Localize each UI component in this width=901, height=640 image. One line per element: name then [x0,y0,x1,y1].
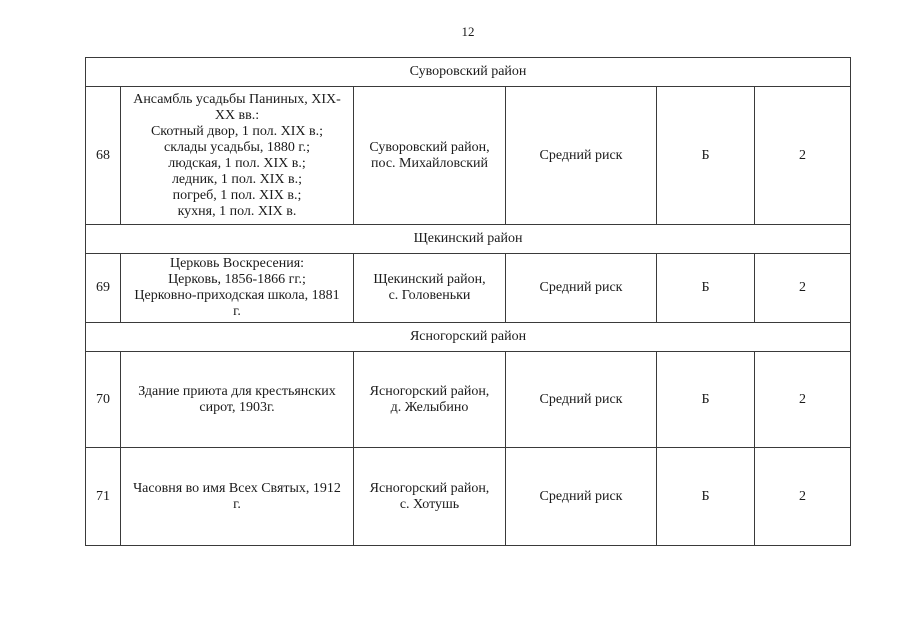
risk-category: Б [657,448,755,546]
row-number: 70 [86,352,121,448]
table-row [86,352,851,448]
row-number: 69 [86,254,121,323]
risk-level: Средний риск [506,448,657,546]
object-name: Здание приюта для крестьянских сирот, 1903г. [121,352,354,448]
object-name: Часовня во имя Всех Святых, 1912 г. [121,448,354,546]
row-number: 71 [86,448,121,546]
risk-category: Б [657,352,755,448]
table-row [86,448,851,546]
risk-level: Средний риск [506,87,657,225]
table-row [86,254,851,323]
object-address: Щекинский район, с. Головеньки [354,254,506,323]
object-name: Церковь Воскресения: Церковь, 1856-1866 гг.; Церковно-приходская школа, 1881 г. [121,254,354,323]
district-header: Щекинский район [86,225,851,254]
district-header: Ясногорский район [86,323,851,352]
risk-category: Б [657,87,755,225]
object-address: Суворовский район, пос. Михайловский [354,87,506,225]
district-row [86,225,851,254]
district-row [86,58,851,87]
table-row [86,87,851,225]
object-address: Ясногорский район, с. Хотушь [354,448,506,546]
risk-level: Средний риск [506,254,657,323]
inspection-value: 2 [755,352,851,448]
inspection-value: 2 [755,448,851,546]
page-number: 12 [461,24,475,39]
district-row [86,323,851,352]
object-name: Ансамбль усадьбы Паниных, XIX- XX вв.: Скотный двор, 1 пол. XIX в.; склады усадьбы, 1880 г.; людская, 1 пол. XIX в.; ледник, 1 пол. XIX в.; погреб, 1 пол. XIX в.; кухня, 1 пол. XIX в. [121,87,354,225]
inspection-value: 2 [755,254,851,323]
district-header: Суворовский район [86,58,851,87]
inspection-value: 2 [755,87,851,225]
heritage-registry-table [85,57,851,546]
risk-category: Б [657,254,755,323]
row-number: 68 [86,87,121,225]
risk-level: Средний риск [506,352,657,448]
object-address: Ясногорский район, д. Желыбино [354,352,506,448]
